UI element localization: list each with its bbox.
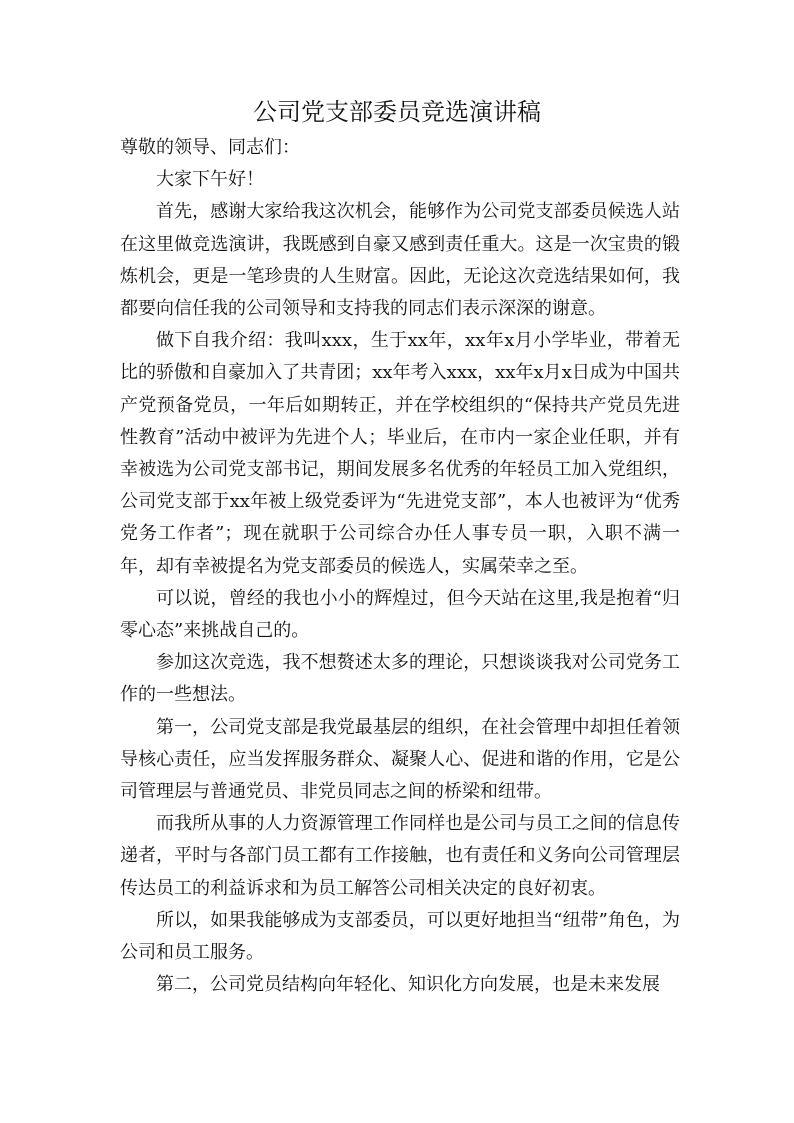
- paragraph-point-two: 第二，公司党员结构向年轻化、知识化方向发展，也是未来发展: [156, 974, 660, 996]
- paragraph-thoughts-intro: 参加这次竞选，我不想赘述太多的理论，只想谈谈我对公司党务工作的一些想法。: [120, 652, 680, 706]
- document-title: 公司党支部委员竞选演讲稿: [253, 98, 541, 126]
- paragraph-thanks: 首先，感谢大家给我这次机会，能够作为公司党支部委员候选人站在这里做竞选演讲，我既感到自豪又感到责任重大。这是一次宝贵的锻炼机会，更是一笔珍贵的人生财富。因此，无论这次竞选结果如何，我都要向信任我的公司领导和支持我的同志们表示深深的谢意。: [120, 201, 680, 320]
- paragraph-self-introduction: 做下自我介绍：我叫xxx，生于xx年，xx年x月小学毕业，带着无比的骄傲和自豪加入了共青团；xx年考入xxx，xx年x月x日成为中国共产党预备党员，一年后如期转正，并在学校组织的“保持共产党员先进性教育”活动中被评为先进个人；毕业后，在市内一家企业任职，并有幸被选为公司党支部书记，期间发展多名优秀的年轻员工加入党组织，公司党支部于xx年被上级党委评为“先进党支部”，本人也被评为“优秀党务工作者”；现在就职于公司综合办任人事专员一职，入职不满一年，却有幸被提名为党支部委员的候选人，实属荣幸之至。: [120, 330, 680, 577]
- paragraph-greeting: 大家下午好！: [156, 169, 264, 191]
- paragraph-bridge-role: 所以，如果我能够成为支部委员，可以更好地担当“纽带”角色，为公司和员工服务。: [120, 909, 680, 964]
- document-body: [120, 132, 680, 1001]
- paragraph-hr-role: 而我所从事的人力资源管理工作同样也是公司与员工之间的信息传递者，平时与各部门员工都有工作接触，也有责任和义务向公司管理层传达员工的利益诉求和为员工解答公司相关决定的良好初衷。: [120, 813, 680, 899]
- paragraph-point-one: 第一，公司党支部是我党最基层的组织，在社会管理中却担任着领导核心责任，应当发挥服务群众、凝聚人心、促进和谐的作用，它是公司管理层与普通党员、非党员同志之间的桥梁和纽带。: [120, 716, 680, 803]
- salutation: 尊敬的领导、同志们：: [120, 137, 300, 158]
- paragraph-zero-mindset: 可以说，曾经的我也小小的辉煌过，但今天站在这里,我是抱着“归零心态”来挑战自己的。: [120, 587, 680, 642]
